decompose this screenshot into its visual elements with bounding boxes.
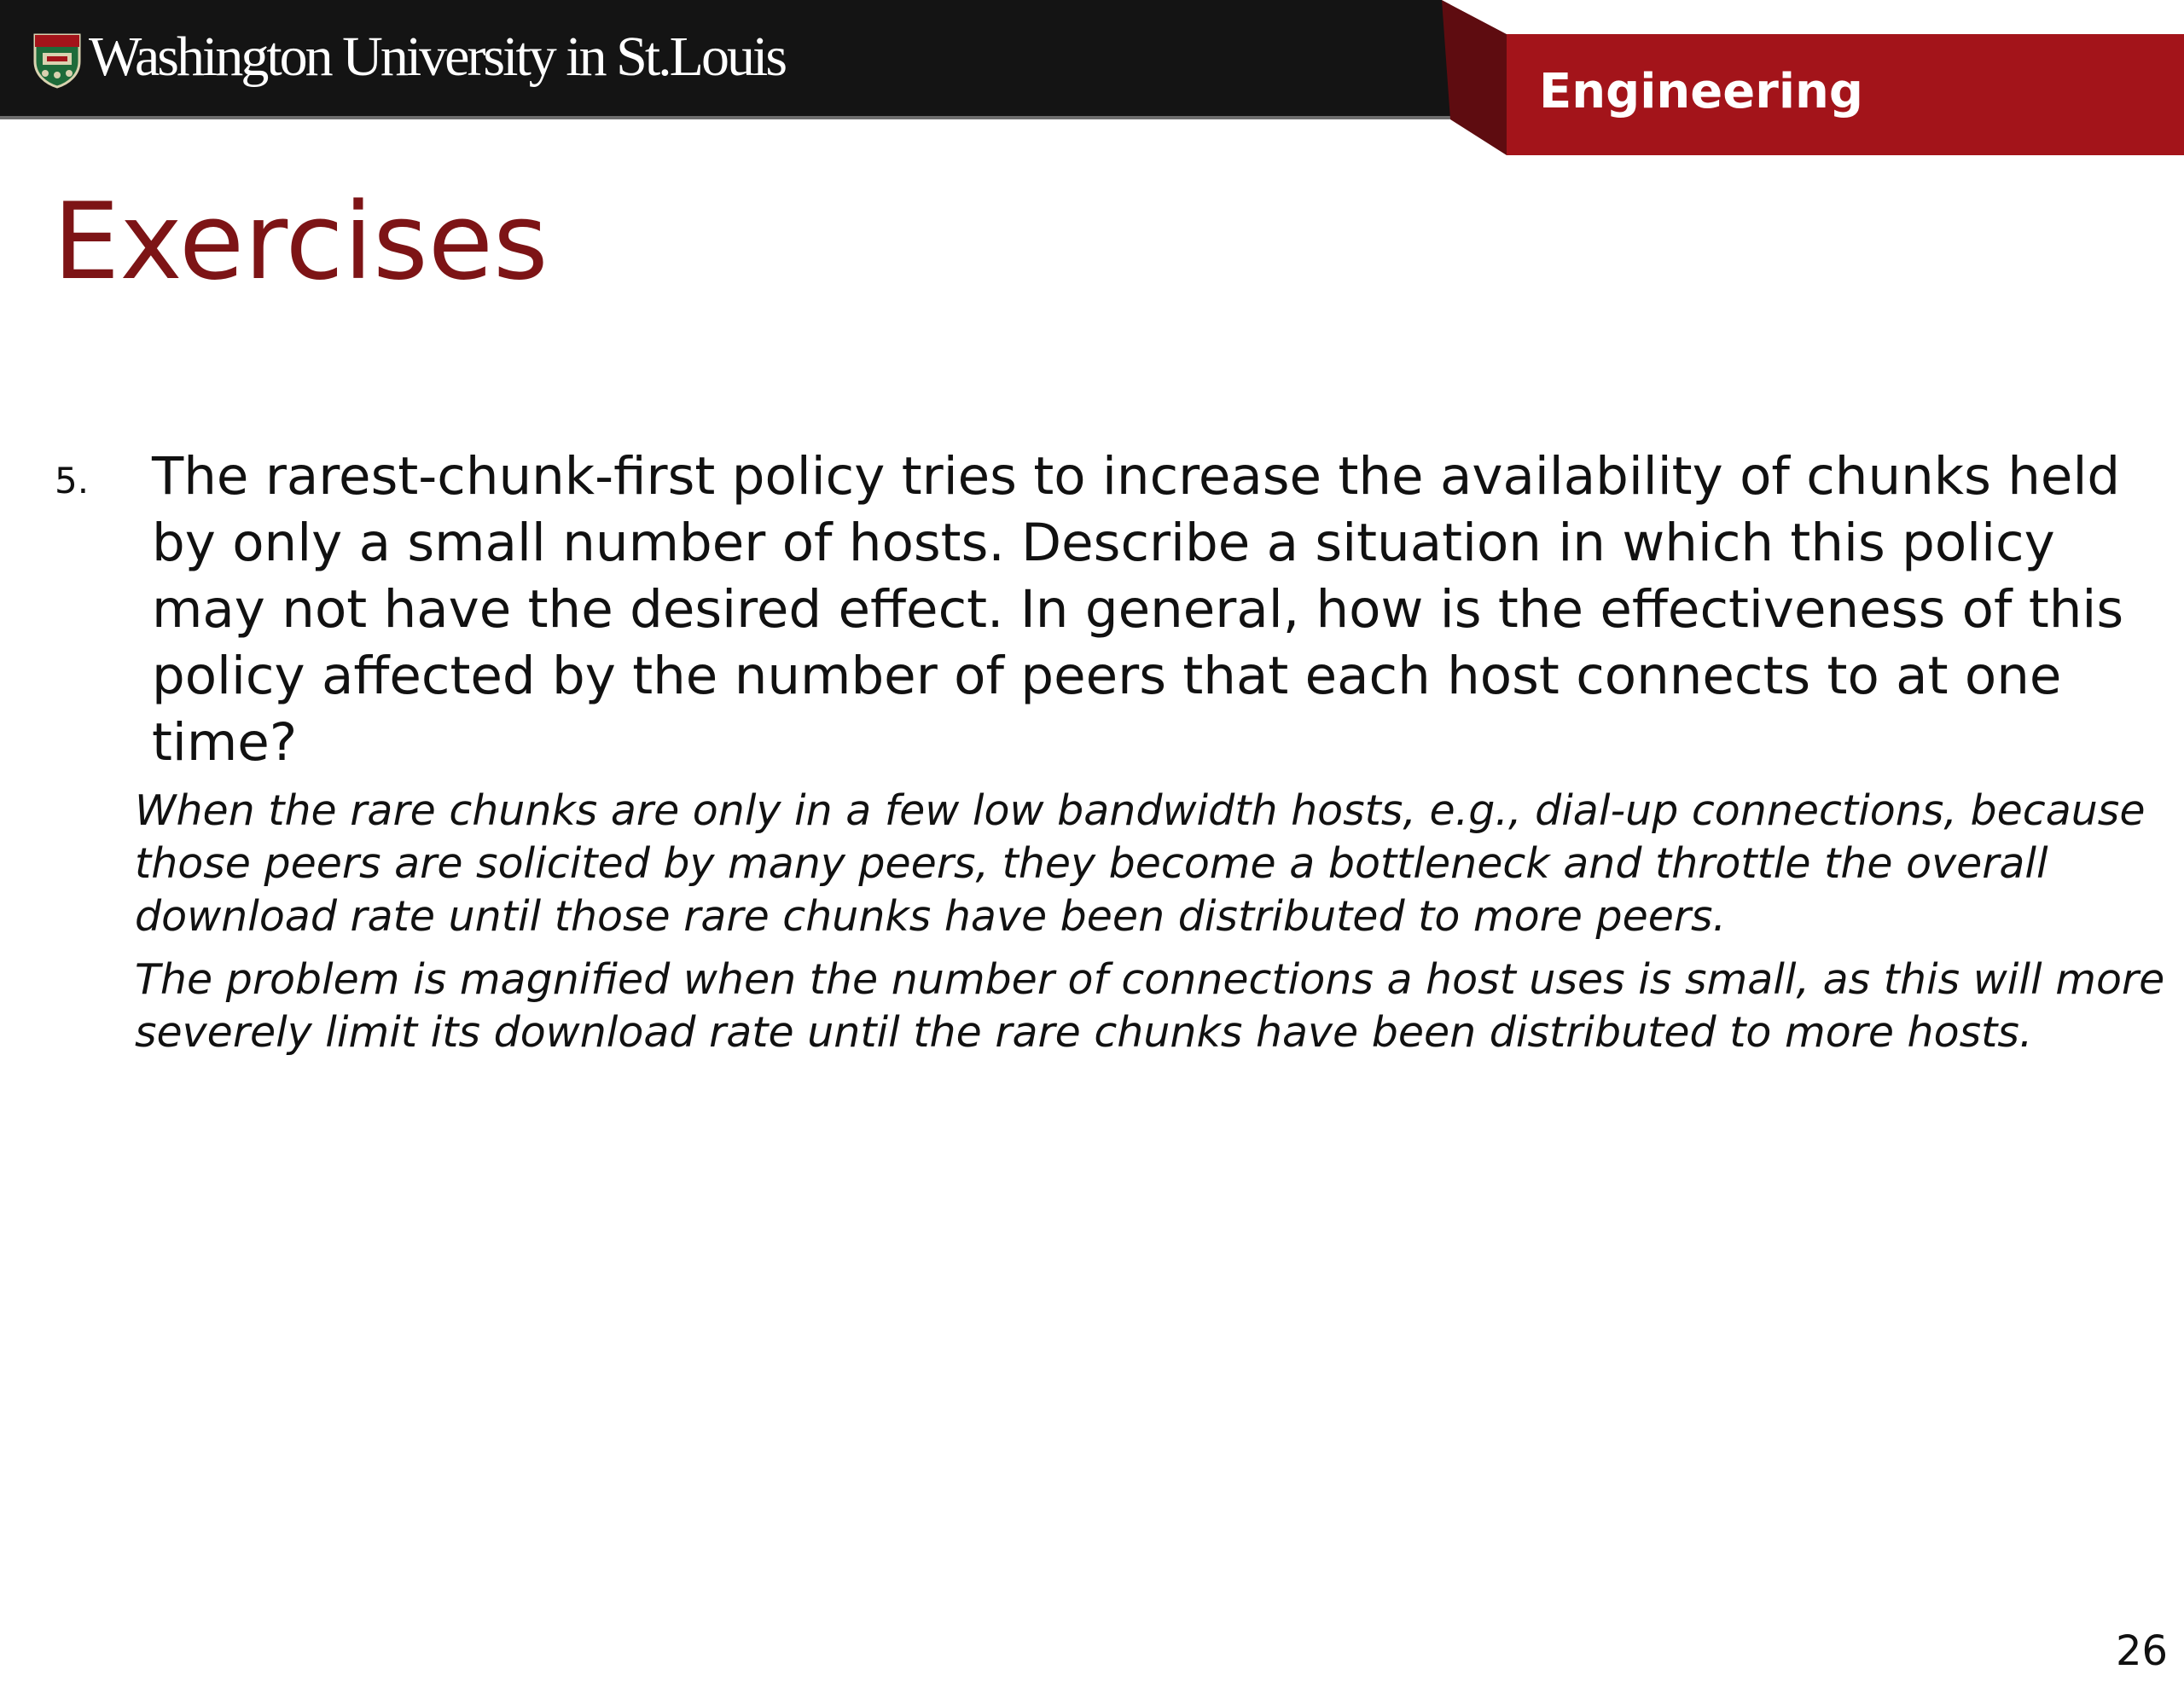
- answer-paragraph-2: The problem is magnified when the number of connections a host uses is small, as this will more severely limit its download rate until the rare chunks have been distributed to more hosts.: [135, 955, 2165, 1057]
- page-number: 26: [2116, 1627, 2169, 1675]
- header-divider: [0, 116, 1450, 119]
- university-shield-icon: [32, 32, 82, 89]
- banner-top-gap: [1442, 0, 2184, 34]
- answer-paragraph-1: When the rare chunks are only in a few low bandwidth hosts, e.g., dial-up connections, because those peers are solicited by many peers, they become a bottleneck and throttle the overall download rate until those rare chunks have been distributed to more peers.: [135, 786, 2146, 941]
- slide-title: Exercises: [53, 181, 549, 304]
- university-name: Washington University in St.Louis: [89, 26, 786, 88]
- school-name: Engineering: [1539, 64, 1863, 119]
- question-text: The rarest-chunk-first policy tries to increase the availability of chunks held by only a small number of hosts. Describe a situation in which this policy may not have the desired effect. In general, how is the effectiveness of this policy affected by the number of peers that each host connects to at one time?: [152, 446, 2124, 773]
- question-number: 5.: [55, 460, 90, 501]
